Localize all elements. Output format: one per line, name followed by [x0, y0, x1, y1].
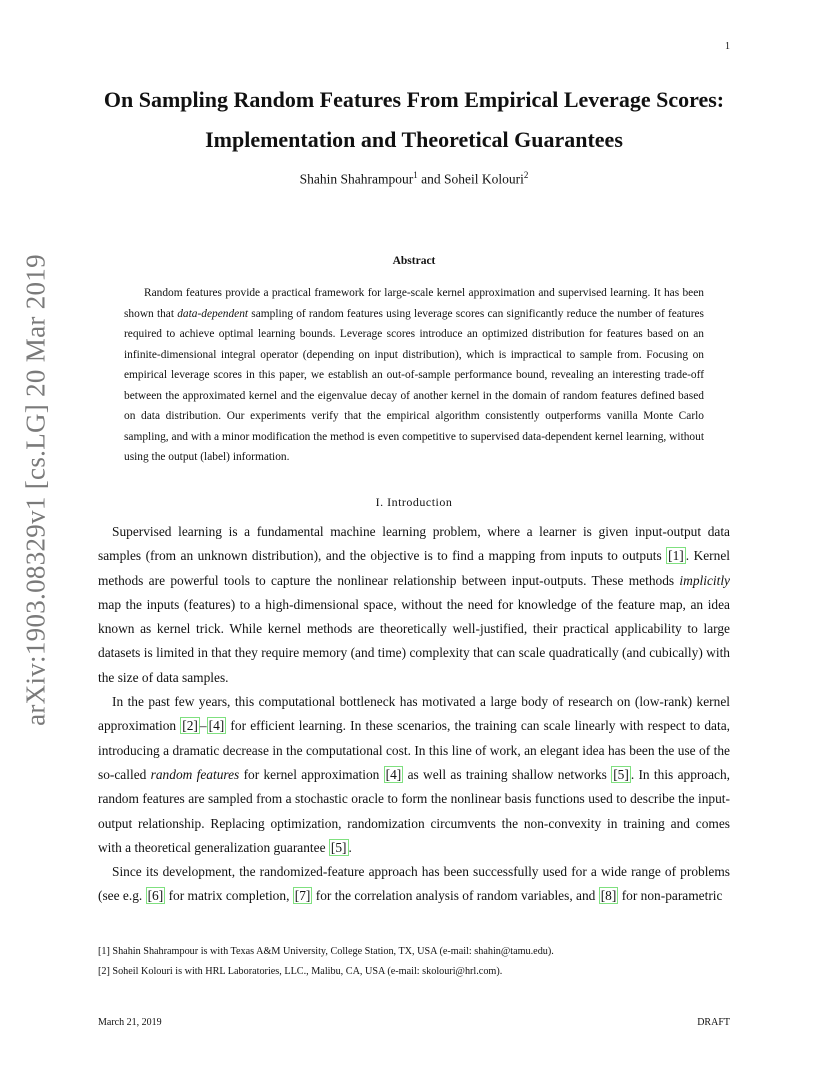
abstract-emphasis: data-dependent	[177, 307, 249, 320]
citation-link[interactable]: [2]	[182, 718, 198, 734]
arxiv-sidebar	[0, 0, 60, 1072]
text-segment: Since its development, the randomized-feature approach has been successfully used for a wide range of problems (see e.g.	[98, 864, 730, 904]
footnote: [2] Soheil Kolouri is with HRL Laboratories, LLC., Malibu, CA, USA (e-mail: skolouri@hrl.com).	[98, 966, 503, 977]
paragraph	[98, 860, 730, 909]
text-segment: for matrix completion,	[165, 888, 293, 904]
page-footer	[98, 1017, 730, 1028]
citation-link[interactable]: [1]	[668, 548, 684, 564]
footnotes	[98, 942, 730, 982]
abstract-heading: Abstract	[392, 255, 436, 267]
citation-link[interactable]: [5]	[613, 766, 629, 782]
affiliation-marker: 1	[413, 170, 418, 180]
text-segment: as well as training shallow networks	[403, 766, 612, 782]
footnote: [1] Shahin Shahrampour is with Texas A&M University, College Station, TX, USA (e-mail: shahin@tamu.edu).	[98, 946, 554, 957]
text-segment: for the correlation analysis of random variables, and	[312, 888, 599, 904]
footer-date: March 21, 2019	[98, 1017, 162, 1028]
citation-link[interactable]: [7]	[294, 888, 311, 904]
paragraph	[98, 520, 730, 690]
text-segment: for kernel approximation	[239, 766, 384, 782]
citation-link[interactable]: [5]	[330, 839, 347, 855]
author-line	[98, 170, 730, 188]
author-conjunction: and	[417, 171, 444, 187]
abstract-segment: Random features provide a practical framework for large-scale kernel approximation and supervised learning. It has been shown that	[124, 287, 704, 320]
author-name: Shahin Shahrampour	[299, 171, 414, 187]
affiliation-marker: 2	[523, 170, 529, 180]
text-segment: Supervised learning is a fundamental machine learning problem, where a learner is given input-output data samples (from an unknown distribution), and the objective is to find a mapping from inputs to outputs	[98, 524, 730, 564]
emphasis: implicitly	[679, 572, 730, 588]
arxiv-identifier: arXiv:1903.08329v1 [cs.LG] 20 Mar 2019	[20, 254, 51, 726]
section-heading: I. Introduction	[375, 495, 453, 509]
author-name: Soheil Kolouri	[444, 171, 524, 187]
text-segment: map the inputs (features) to a high-dimensional space, without the need for knowledge of the feature map, an idea known as kernel trick. While kernel methods are theoretically well-justified, their practical applicability to large datasets is limited in that they require memory (and time) complexity that can scale quadratically (and cubically) with the size of data samples.	[98, 596, 730, 685]
text-segment: .	[348, 839, 352, 855]
paper-title: On Sampling Random Features From Empirical Leverage Scores: Implementation and Theoretical Guarantees	[103, 87, 725, 152]
text-segment: for non-parametric	[618, 888, 723, 904]
paragraph	[98, 690, 730, 860]
text-segment: . In this approach, random features are sampled from a stochastic oracle to form the nonlinear basis functions used to describe the input-output relationship. Replacing optimization, randomization circumvents the non-convexity in training and comes with a theoretical generalization guarantee	[98, 766, 730, 855]
abstract-text	[124, 283, 704, 468]
citation-link[interactable]: [4]	[208, 718, 225, 734]
citation-link[interactable]: [6]	[147, 888, 164, 904]
footer-status: DRAFT	[697, 1017, 730, 1028]
body-text	[98, 520, 730, 909]
citation-link[interactable]: [4]	[385, 766, 402, 782]
text-segment: In the past few years, this computational bottleneck has motivated a large body of research on (low-rank) kernel approximation	[98, 694, 730, 734]
text-segment: –	[199, 718, 207, 734]
text-segment: for efficient learning. In these scenarios, the training can scale linearly with respect to data, introducing a dramatic decrease in the computational cost. In this line of work, an elegant idea has been the use of the so-called	[98, 718, 730, 782]
text-segment: . Kernel methods are powerful tools to capture the nonlinear relationship between input-outputs. These methods	[98, 548, 730, 588]
citation-link[interactable]: [8]	[600, 888, 617, 904]
emphasis: random features	[150, 766, 240, 782]
page-number: 1	[725, 41, 730, 52]
abstract-segment: sampling of random features using leverage scores can significantly reduce the number of features required to achieve optimal learning bounds. Leverage scores introduce an optimized distribution for features based on an infinite-dimensional integral operator (depending on input distribution), which is impractical to sample from. Focusing on empirical leverage scores in this paper, we establish an out-of-sample performance bound, revealing an interesting trade-off between the approximated kernel and the eigenvalue decay of another kernel in the domain of random features defined based on data distribution. Our experiments verify that the empirical algorithm consistently outperforms vanilla Monte Carlo sampling, and with a minor modification the method is even competitive to supervised data-dependent kernel learning, without using the output (label) information.	[124, 307, 704, 463]
